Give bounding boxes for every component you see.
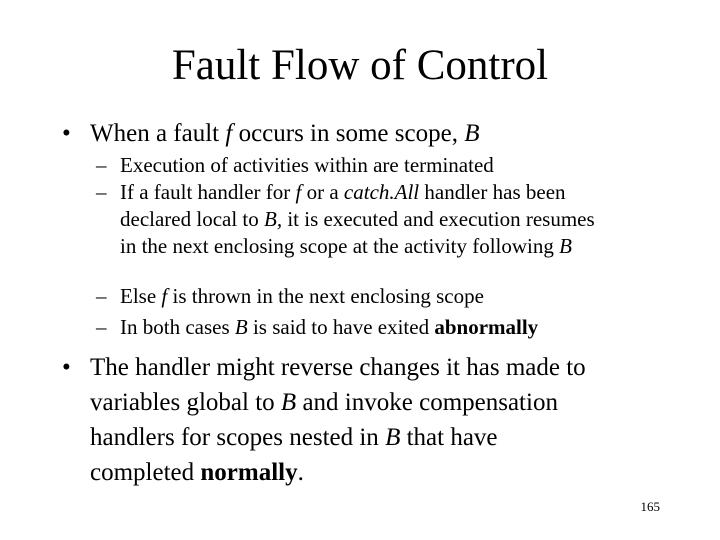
page-number: 165 — [640, 499, 660, 514]
slide: Fault Flow of Control • When a fault f occurs in some scope, B – Execution of activities within are terminated – If a fault handler for f or a catch.All handler has been declared local to B, it is executed and execution resumes in the next enclosing scope at the activity following B – Else f is thrown in the next enclosing scope – In both cases B is said to have exited abnormally • The handler might reverse changes it has made to variables global to B and invoke compensation handlers for scopes nested in B that have completed normally. 165 — [0, 0, 720, 540]
slide-title: Fault Flow of Control — [171, 42, 549, 89]
bullet-marker: • — [62, 120, 71, 147]
bullet-marker: • — [62, 354, 71, 381]
